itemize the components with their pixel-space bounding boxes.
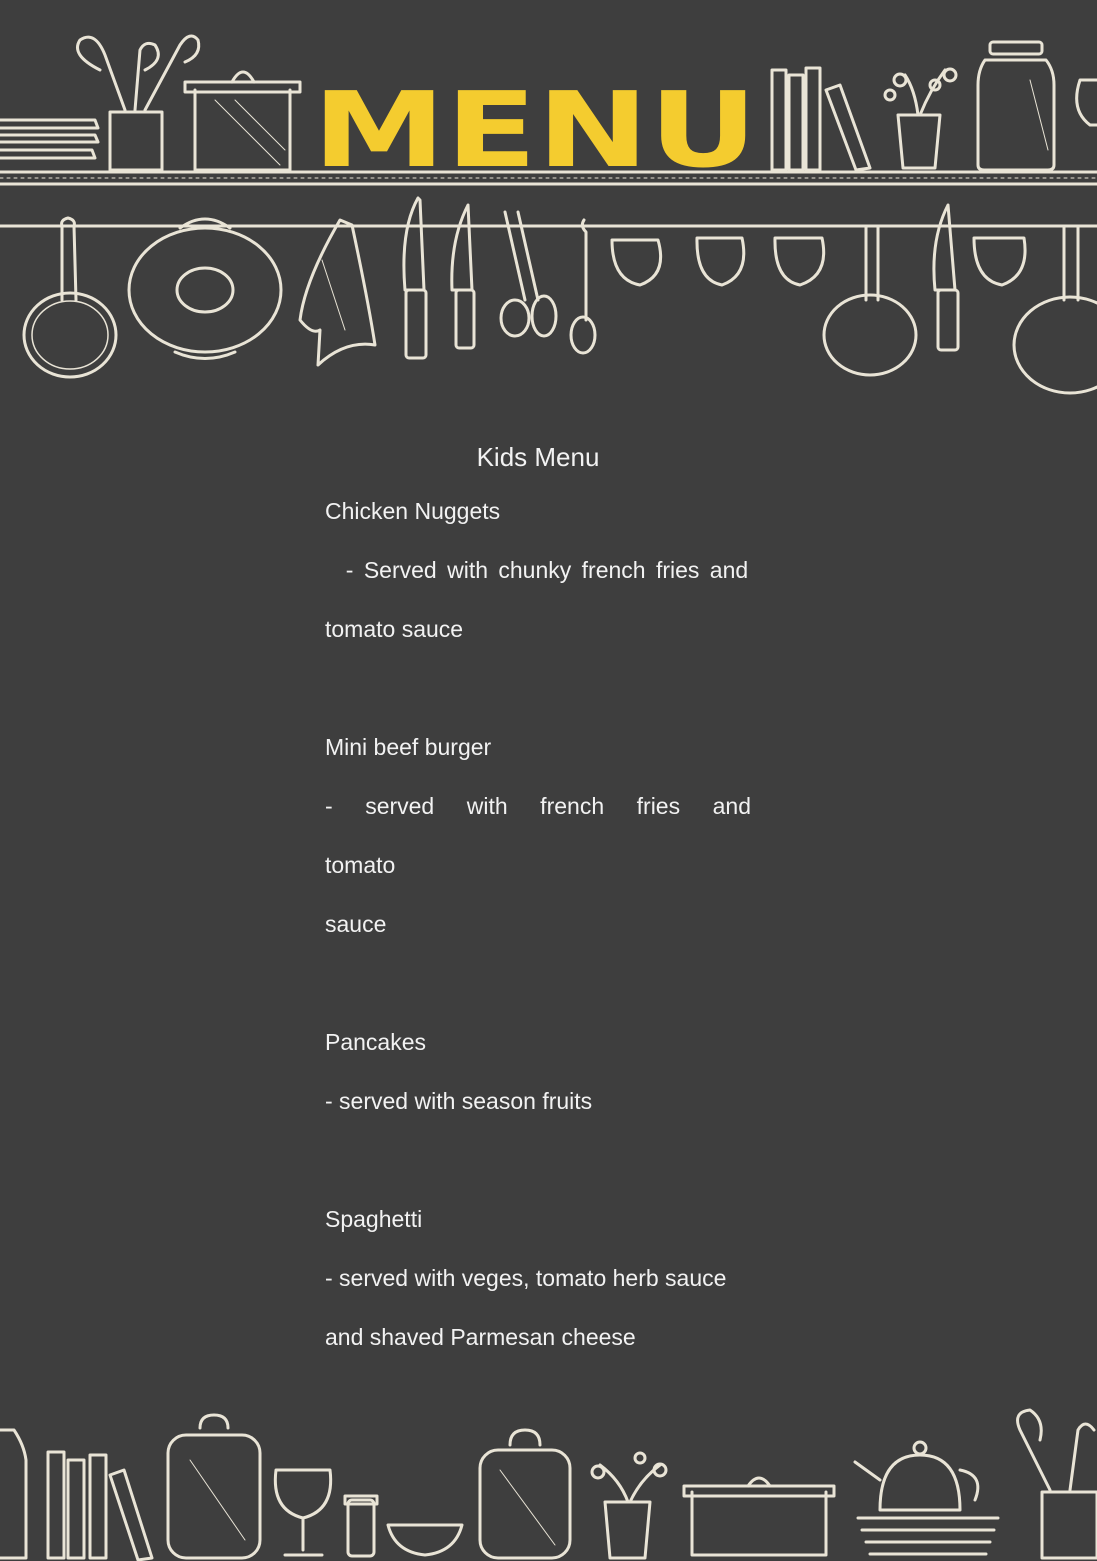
menu-item-chicken-nuggets xyxy=(325,482,751,659)
menu-item-description-cont: and shaved Parmesan cheese xyxy=(325,1324,636,1350)
jar-icon xyxy=(0,1430,26,1558)
pan-icon xyxy=(824,205,1097,393)
scissors-icon xyxy=(501,212,556,336)
cutting-board-icon xyxy=(168,1415,260,1558)
menu-logo-text: MENU xyxy=(312,80,758,175)
utensil-cup-icon xyxy=(78,36,199,170)
menu-item-description: - served with season fruits xyxy=(325,1088,593,1114)
menu-item-name: Mini beef burger xyxy=(325,734,492,760)
frying-pan-icon xyxy=(24,218,116,377)
cutting-board-icon xyxy=(480,1430,570,1558)
teapot-icon xyxy=(855,1442,998,1554)
jar-icon xyxy=(978,42,1054,170)
menu-item-spaghetti xyxy=(325,1190,751,1367)
knife-icon xyxy=(404,198,474,358)
menu-item-description: - Served with chunky french fries and xyxy=(325,557,749,583)
menu-item-description-cont: sauce xyxy=(325,911,387,937)
cup-icon xyxy=(612,238,1025,285)
bowl-icon xyxy=(388,1525,462,1555)
wine-glass-icon xyxy=(275,1470,330,1555)
pot-icon xyxy=(684,1478,834,1555)
menu-content xyxy=(325,432,751,1426)
menu-title: Kids Menu xyxy=(476,442,600,472)
jar-icon xyxy=(345,1496,377,1556)
plant-pot-icon xyxy=(885,69,956,168)
books-icon xyxy=(772,68,870,170)
top-kitchen-illustration xyxy=(0,0,1097,400)
menu-item-description-cont: tomato sauce xyxy=(325,616,464,642)
menu-item-description: - served with veges, tomato herb sauce xyxy=(325,1265,727,1291)
menu-item-mini-beef-burger xyxy=(325,718,751,954)
ladle-icon xyxy=(571,220,595,353)
bottom-kitchen-illustration xyxy=(0,1400,1097,1561)
pot-icon xyxy=(185,72,300,170)
wine-glass-icon xyxy=(1077,80,1097,125)
menu-item-name: Pancakes xyxy=(325,1029,427,1055)
wok-icon xyxy=(129,219,281,359)
menu-item-pancakes xyxy=(325,1013,751,1131)
menu-item-description: - served with french fries and tomato xyxy=(325,793,751,878)
plant-pot-icon xyxy=(592,1453,666,1558)
menu-item-name: Spaghetti xyxy=(325,1206,423,1232)
menu-item-name: Chicken Nuggets xyxy=(325,498,501,524)
plates-icon xyxy=(0,120,98,158)
utensil-cup-icon xyxy=(1018,1410,1097,1558)
books-icon xyxy=(48,1452,152,1560)
menu-logo xyxy=(310,80,760,175)
towel-icon xyxy=(300,220,375,365)
